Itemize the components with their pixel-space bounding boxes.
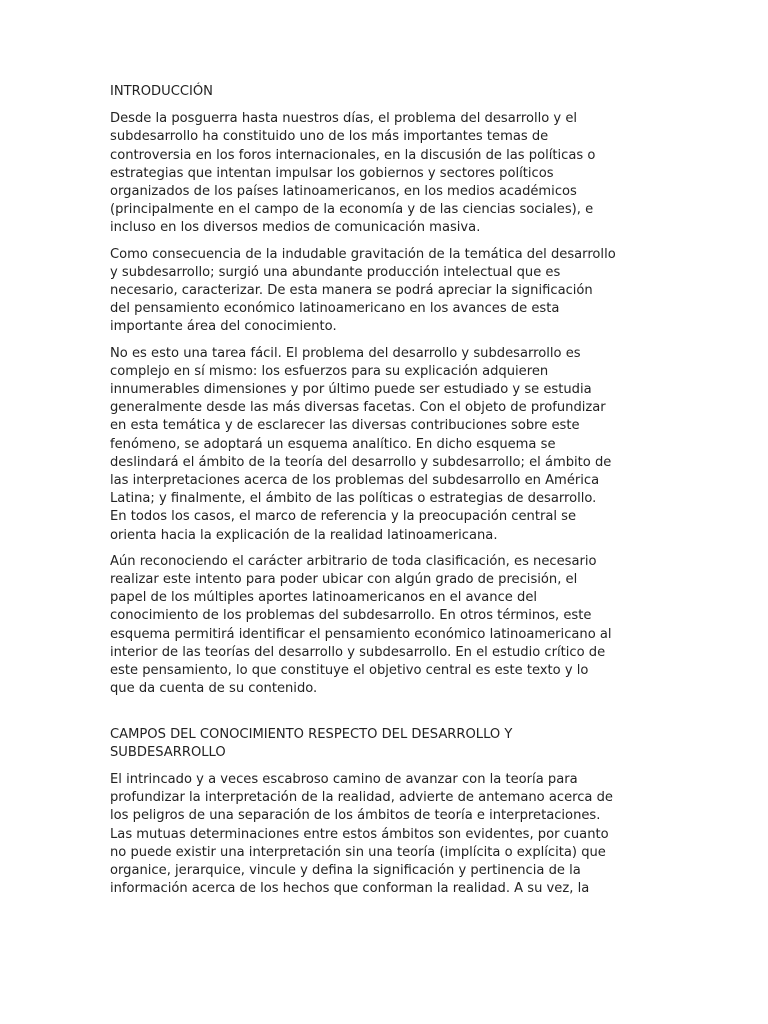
section-paragraph [110,771,670,898]
text-line: Como consecuencia de la indudable gravitación de la temática del desarrollo [110,246,616,262]
text-line: conocimiento de los problemas del subdesarrollo. En otros términos, este [110,608,592,624]
document-page [110,83,670,898]
paragraph-3 [110,345,670,545]
heading-line: CAMPOS DEL CONOCIMIENTO RESPECTO DEL DESARROLLO Y [110,726,513,742]
text-line: organizados de los países latinoamericanos, en los medios académicos [110,184,577,200]
text-line: esquema permitirá identificar el pensamiento económico latinoamericano al [110,626,612,642]
text-line: este pensamiento, lo que constituye el objetivo central es este texto y lo [110,663,589,679]
text-line: no puede existir una interpretación sin una teoría (implícita o explícita) que [110,844,606,860]
text-line: En todos los casos, el marco de referencia y la preocupación central se [110,509,577,525]
text-line: Las mutuas determinaciones entre estos ámbitos son evidentes, por cuanto [110,826,609,842]
heading-line: INTRODUCCIÓN [110,84,213,99]
text-line: generalmente desde las más diversas facetas. Con el objeto de profundizar [110,400,606,416]
text-line: incluso en los diversos medios de comunicación masiva. [110,220,481,236]
section-heading [110,726,670,762]
paragraph-2 [110,246,670,337]
paragraph-1 [110,110,670,237]
text-line: subdesarrollo ha constituido uno de los más importantes temas de [110,129,549,145]
text-line: los peligros de una separación de los ámbitos de teoría e interpretaciones. [110,808,601,824]
text-line: información acerca de los hechos que conforman la realidad. A su vez, la [110,881,590,897]
text-line: organice, jerarquice, vincule y defina la significación y pertinencia de la [110,862,581,878]
text-line: papel de los múltiples aportes latinoamericanos en el avance del [110,590,538,606]
text-line: Desde la posguerra hasta nuestros días, el problema del desarrollo y el [110,111,578,127]
text-line: No es esto una tarea fácil. El problema del desarrollo y subdesarrollo es [110,345,581,361]
text-line: innumerables dimensiones y por último puede ser estudiado y se estudia [110,382,592,398]
text-line: interior de las teorías del desarrollo y subdesarrollo. En el estudio crítico de [110,644,606,660]
text-line: en esta temática y de esclarecer las diversas contribuciones sobre este [110,418,580,434]
text-line: fenómeno, se adoptará un esquema analítico. En dicho esquema se [110,436,556,452]
text-line: Aún reconociendo el carácter arbitrario de toda clasificación, es necesario [110,553,597,569]
text-line: importante área del conocimiento. [110,319,337,335]
text-line: realizar este intento para poder ubicar con algún grado de precisión, el [110,572,578,588]
text-line: complejo en sí mismo: los esfuerzos para su explicación adquieren [110,363,549,379]
text-line: El intrincado y a veces escabroso camino de avanzar con la teoría para [110,771,578,787]
text-line: controversia en los foros internacionales, en la discusión de las políticas o [110,147,596,163]
text-line: necesario, caracterizar. De esta manera se podrá apreciar la significación [110,283,593,299]
text-line: orienta hacia la explicación de la realidad latinoamericana. [110,527,498,543]
intro-heading [110,83,670,101]
text-line: Latina; y finalmente, el ámbito de las políticas o estrategias de desarrollo. [110,491,597,507]
text-line: estrategias que intentan impulsar los gobiernos y sectores políticos [110,165,554,181]
text-line: del pensamiento económico latinoamericano en los avances de esta [110,301,560,317]
text-line: que da cuenta de su contenido. [110,681,318,697]
text-line: las interpretaciones acerca de los problemas del subdesarrollo en América [110,473,600,489]
text-line: profundizar la interpretación de la realidad, advierte de antemano acerca de [110,790,613,806]
heading-line: SUBDESARROLLO [110,744,226,760]
text-line: (principalmente en el campo de la economía y de las ciencias sociales), e [110,202,594,218]
paragraph-4 [110,553,670,699]
text-line: y subdesarrollo; surgió una abundante producción intelectual que es [110,264,561,280]
text-line: deslindará el ámbito de la teoría del desarrollo y subdesarrollo; el ámbito de [110,454,612,470]
